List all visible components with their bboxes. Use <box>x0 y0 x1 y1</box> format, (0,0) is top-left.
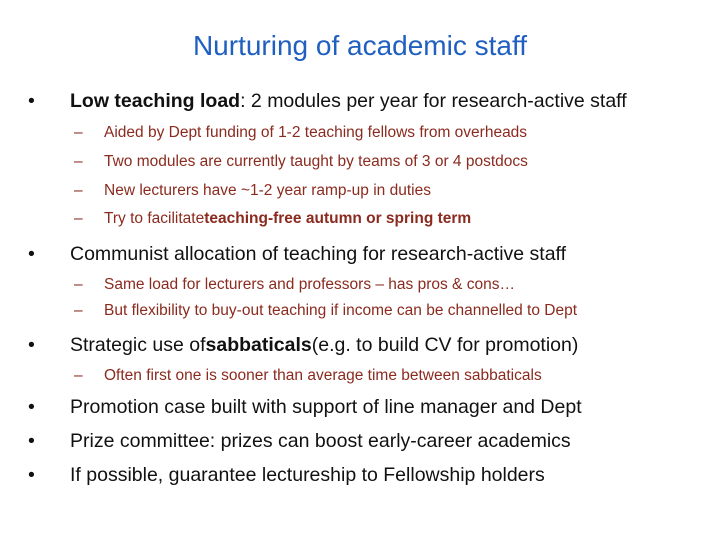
bullet-prize-committee <box>28 430 571 453</box>
slide-title: Nurturing of academic staff <box>192 30 528 61</box>
sub-bullet-text: Two modules are currently taught by teams of 3 or 4 postdocs <box>104 153 528 170</box>
dash-marker: – <box>74 210 83 227</box>
bullet-text: Prize committee: prizes can boost early-career academics <box>70 430 571 452</box>
bullet-text: : 2 modules per year for research-active staff <box>240 90 627 112</box>
bullet-text: Communist allocation of teaching for research-active staff <box>70 243 567 265</box>
sub-bullet-first-sabbatical <box>74 367 542 385</box>
bullet-sabbaticals <box>28 334 578 357</box>
sub-bullet-text: Try to facilitate <box>104 210 205 227</box>
bullet-marker: • <box>28 430 35 452</box>
bullet-marker: • <box>28 464 35 486</box>
bullet-marker: • <box>28 396 35 418</box>
dash-marker: – <box>74 153 83 170</box>
bullet-marker: • <box>28 90 35 112</box>
bullet-communist-allocation <box>28 243 566 266</box>
bullet-text: Promotion case built with support of line manager and Dept <box>70 396 582 418</box>
dash-marker: – <box>74 367 83 384</box>
bullet-text: Strategic use of <box>70 334 206 356</box>
dash-marker: – <box>74 182 83 199</box>
bullet-guarantee-lectureship <box>28 464 545 487</box>
sub-bullet-new-lecturers <box>74 182 431 200</box>
bullet-marker: • <box>28 334 35 356</box>
bullet-bold-text: Low teaching load <box>70 90 241 112</box>
dash-marker: – <box>74 302 83 319</box>
bullet-low-teaching-load <box>28 90 627 113</box>
sub-bullet-teaching-free-term <box>74 210 471 228</box>
dash-marker: – <box>74 276 83 293</box>
sub-bullet-teaching-fellows <box>74 124 527 142</box>
bullet-bold-text: sabbaticals <box>205 334 312 356</box>
bullet-text: If possible, guarantee lectureship to Fellowship holders <box>70 464 545 486</box>
sub-bullet-two-modules <box>74 153 528 171</box>
sub-bullet-buy-out <box>74 302 577 320</box>
bullet-promotion-case <box>28 396 582 419</box>
sub-bullet-text: Same load for lecturers and professors – has pros & cons… <box>104 276 515 293</box>
bullet-text-tail: (e.g. to build CV for promotion) <box>311 334 579 356</box>
sub-bullet-text: Often first one is sooner than average time between sabbaticals <box>104 367 542 384</box>
bullet-marker: • <box>28 243 35 265</box>
sub-bullet-text: But flexibility to buy-out teaching if income can be channelled to Dept <box>104 302 578 319</box>
sub-bullet-text: New lecturers have ~1-2 year ramp-up in duties <box>104 182 431 199</box>
dash-marker: – <box>74 124 83 141</box>
sub-bullet-text: Aided by Dept funding of 1-2 teaching fellows from overheads <box>104 124 528 141</box>
sub-bullet-same-load <box>74 276 515 294</box>
sub-bullet-bold-text: teaching-free autumn or spring term <box>204 210 472 227</box>
